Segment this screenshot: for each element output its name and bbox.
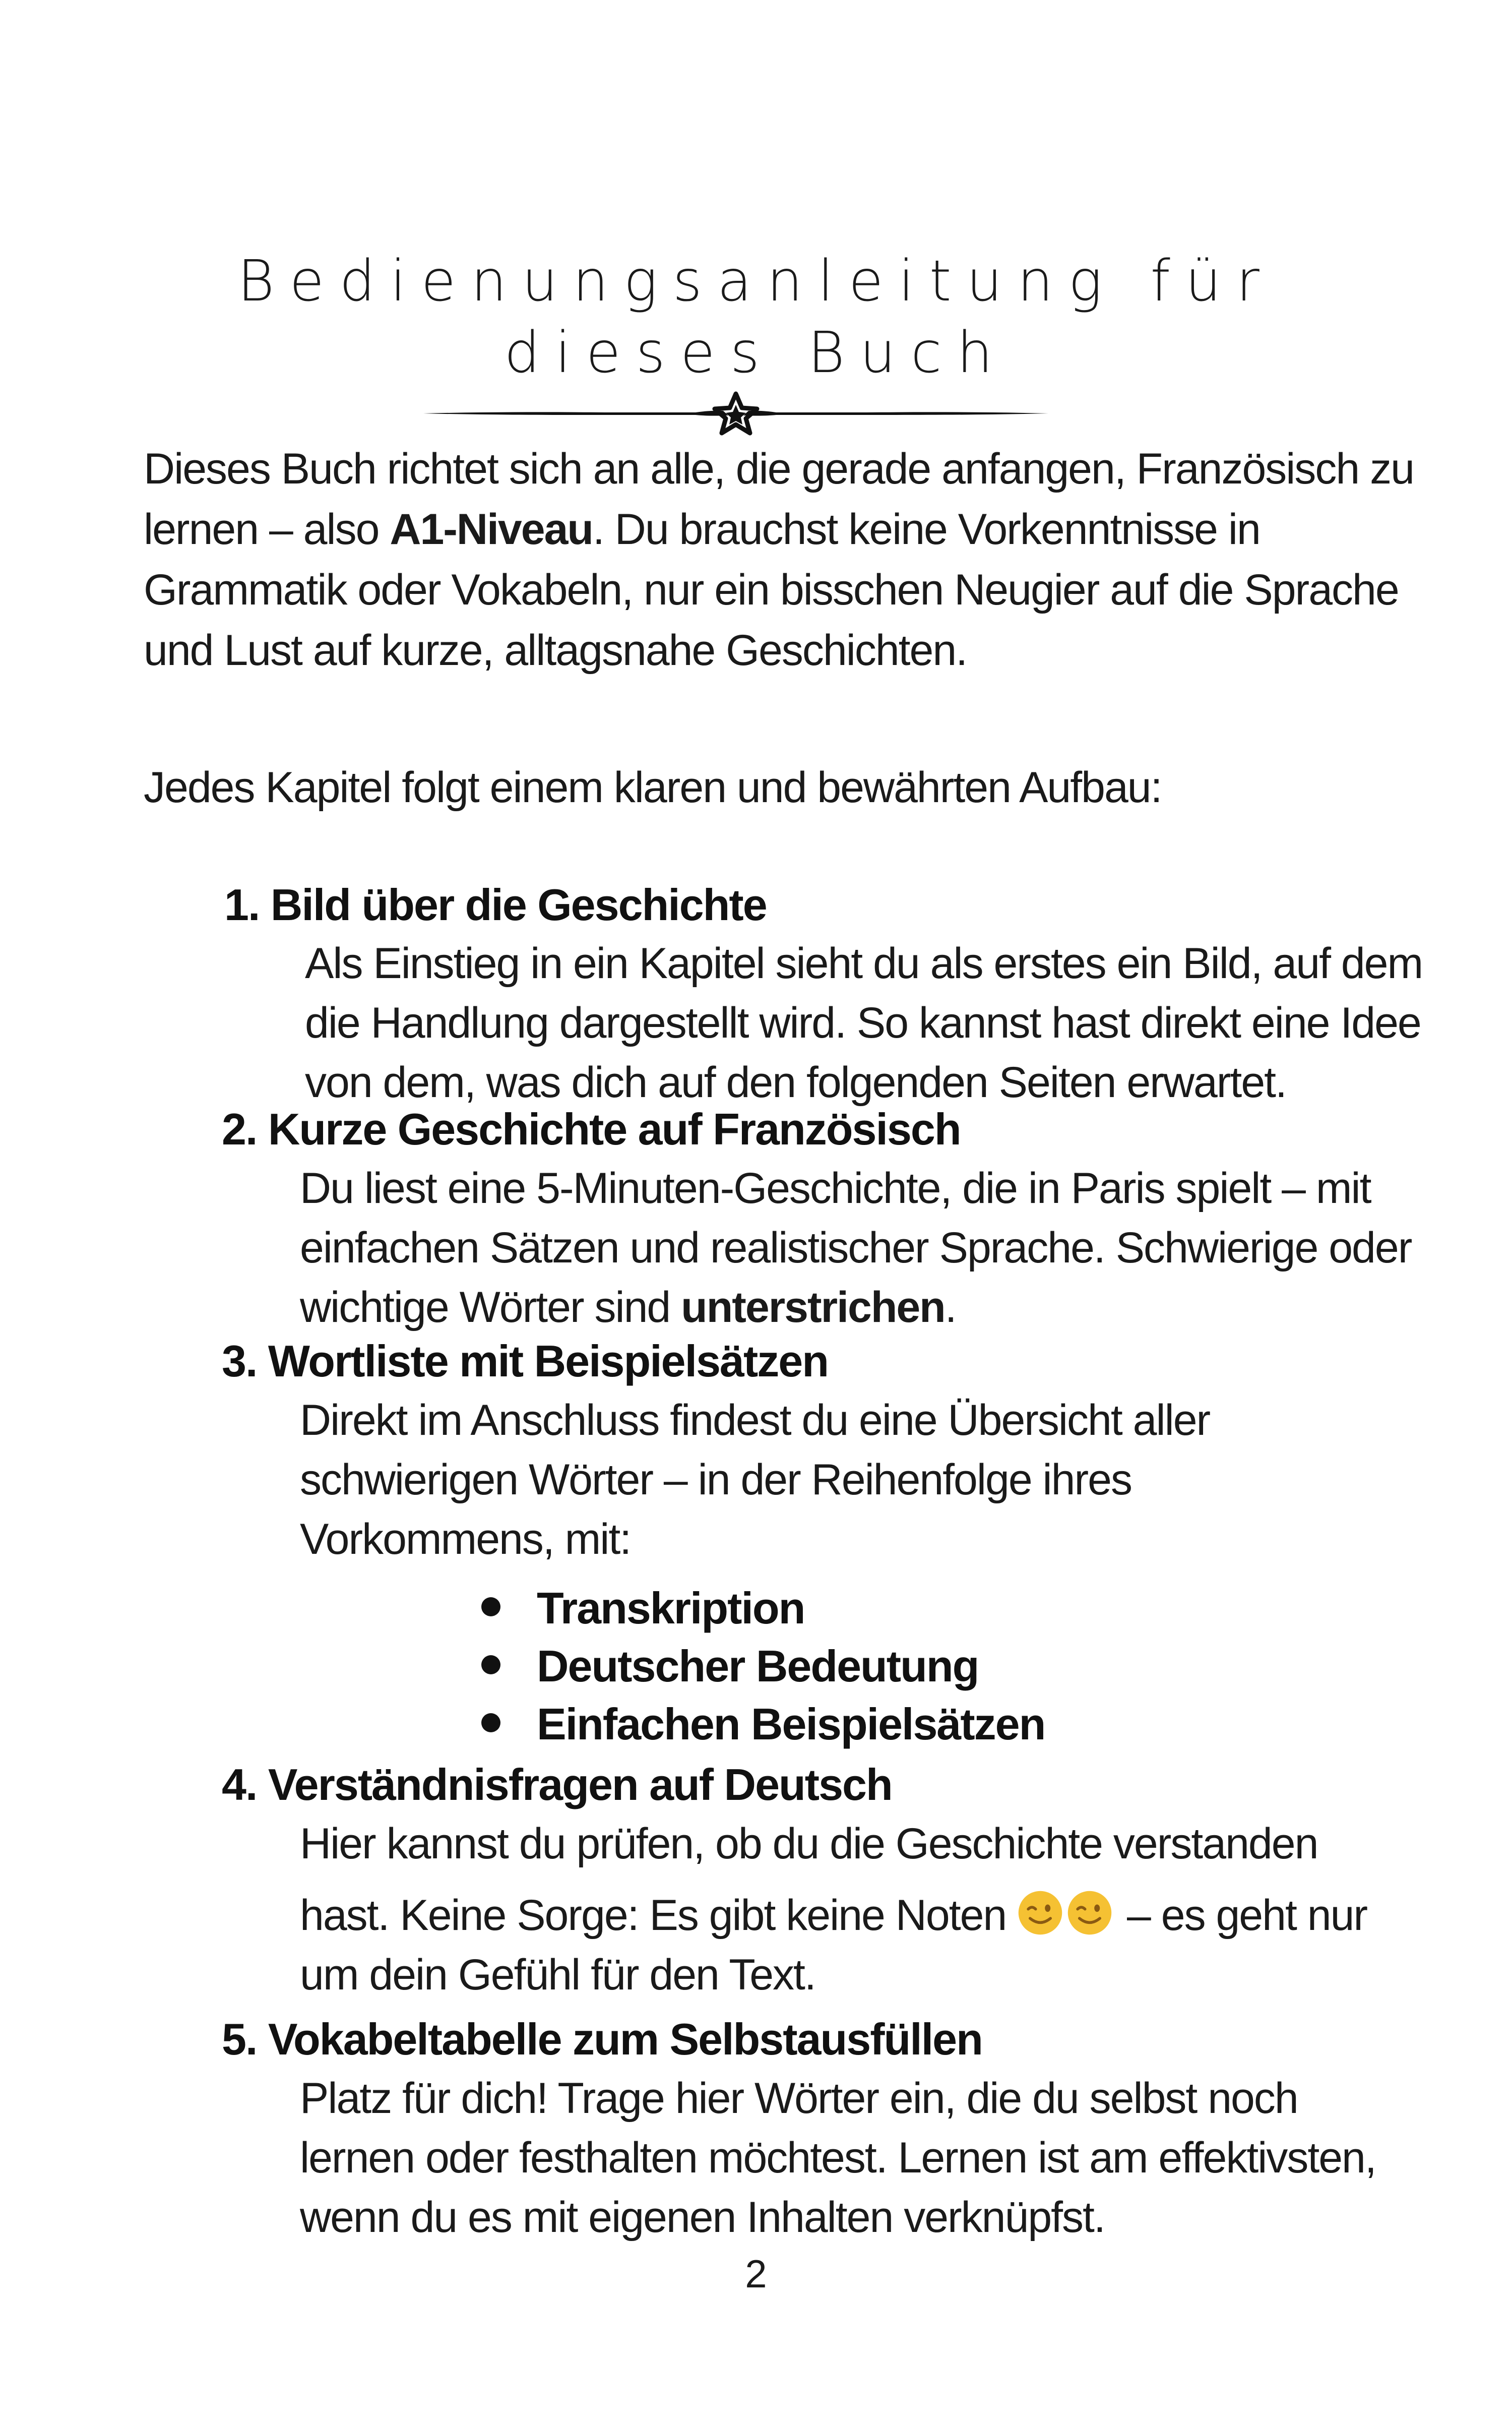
item-4-text-after-emoji: – es geht nur (1116, 1891, 1367, 1940)
level-highlight: A1-Niveau (390, 505, 593, 554)
item-2-description (300, 1159, 1424, 1337)
item-5-heading: 5. Vokabeltabelle zum Selbstausfüllen (222, 2014, 982, 2064)
structure-intro: Jedes Kapitel folgt einem klaren und bewährten Aufbau: (144, 763, 1162, 812)
item-4-heading: 4. Verständnisfragen auf Deutsch (222, 1760, 892, 1809)
item-1-heading: 1. Bild über die Geschichte (224, 880, 767, 930)
intro-paragraph (144, 439, 1424, 681)
item-3-heading: 3. Wortliste mit Beispielsätzen (222, 1336, 828, 1386)
page-title-line-2: dieses Buch (504, 320, 1008, 386)
bullet-text: Einfachen Beispielsätzen (537, 1699, 1045, 1749)
item-4-text-before-emoji: hast. Keine Sorge: Es gibt keine Noten (300, 1891, 1018, 1940)
bullet-text: Deutscher Bedeutung (537, 1641, 979, 1691)
star-divider-ornament (423, 391, 1048, 436)
item-2-underlined-word: unterstrichen (681, 1283, 945, 1332)
intro-text-start: Dieses Buch richtet sich an alle, die gerade anfangen, Französisch zu lernen – also (144, 445, 1414, 554)
item-4-description-line-3: um dein Gefühl für den Text. (300, 1951, 815, 1999)
item-1-description: Als Einstieg in ein Kapitel sieht du als erstes ein Bild, auf dem die Handlung dargestellt wird. So kannst hast direkt eine Idee von dem, was dich auf den folgenden Seiten erwartet. (305, 939, 1423, 1107)
bullet-point-icon (481, 1713, 500, 1732)
bullet-point-icon (481, 1655, 500, 1674)
page-title-line-1: Bedienungsanleitung für (237, 249, 1275, 314)
winking-face-icon (1017, 1890, 1063, 1936)
winking-face-icon (1066, 1890, 1113, 1936)
item-2-description-end: . (944, 1283, 956, 1332)
bullet-point-icon (481, 1597, 500, 1616)
item-2-description-text: Du liest eine 5-Minuten-Geschichte, die in Paris spielt – mit einfachen Sätzen und realistischer Sprache. Schwierige oder wichtige Wörter sind (300, 1164, 1412, 1332)
item-4-description-line-1: Hier kannst du prüfen, ob du die Geschichte verstanden (300, 1820, 1318, 1868)
item-5-description: Platz für dich! Trage hier Wörter ein, die du selbst noch lernen oder festhalten möchtest. Lernen ist am effektivsten, wenn du es mit eigenen Inhalten verknüpfst. (300, 2074, 1376, 2242)
intro-text-end: . Du brauchst keine Vorkenntnisse in Grammatik oder Vokabeln, nur ein bisschen Neugier auf die Sprache und Lust auf kurze, alltagsnahe Geschichten. (144, 505, 1399, 675)
bullet-text: Transkription (537, 1583, 805, 1633)
item-3-description: Direkt im Anschluss findest du eine Übersicht aller schwierigen Wörter – in der Reihenfolge ihres Vorkommens, mit: (300, 1396, 1210, 1563)
item-2-heading: 2. Kurze Geschichte auf Französisch (222, 1104, 961, 1154)
page-number: 2 (745, 2252, 767, 2296)
item-4-description-line-2 (300, 1886, 1459, 1945)
